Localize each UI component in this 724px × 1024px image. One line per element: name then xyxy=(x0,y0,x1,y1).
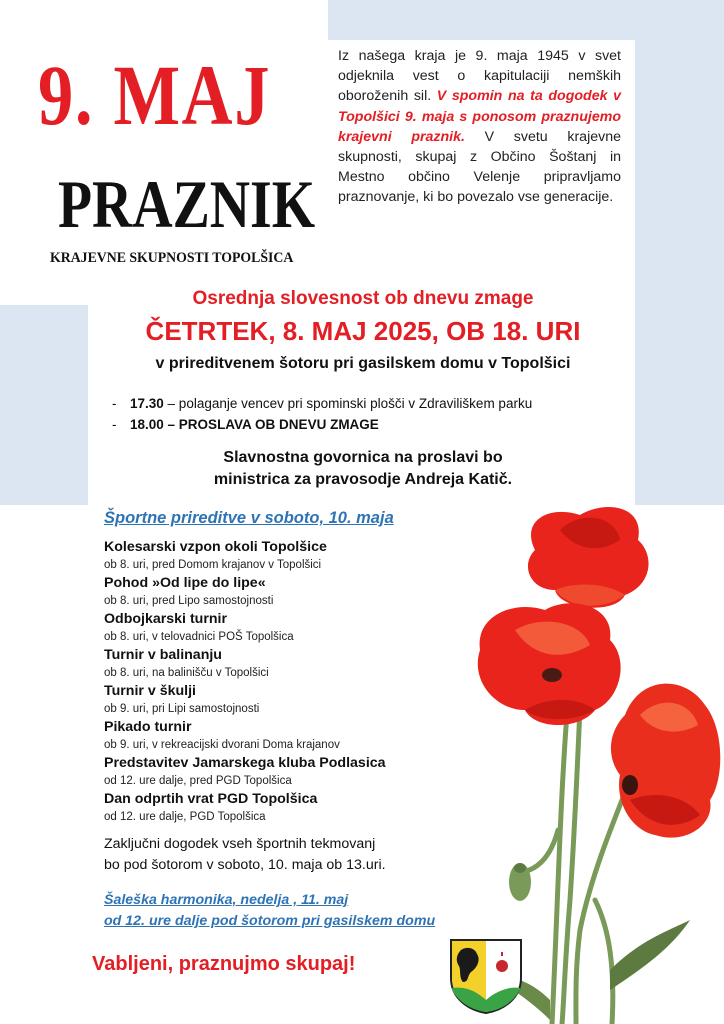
speaker-note xyxy=(92,447,634,491)
event-name: Odbojkarski turnir xyxy=(104,611,227,627)
event-details: od 12. ure dalje, pred PGD Topolšica xyxy=(104,775,292,787)
intro-text xyxy=(338,46,621,208)
schedule-list xyxy=(112,393,532,435)
list-item xyxy=(104,718,424,754)
closing-line-1: Zaključni dogodek vseh športnih tekmovanj xyxy=(104,836,376,852)
main-event-place: v prireditvenem šotoru pri gasilskem domu v Topolšici xyxy=(155,355,571,372)
sport-events-list xyxy=(104,538,424,826)
event-name: Predstavitev Jamarskega kluba Podlasica xyxy=(104,755,386,771)
event-details: od 12. ure dalje, PGD Topolšica xyxy=(104,811,266,823)
event-details: ob 8. uri, na balinišču v Topolšici xyxy=(104,667,269,679)
list-item xyxy=(104,610,424,646)
main-event-title: Osrednja slovesnost ob dnevu zmage xyxy=(192,288,534,309)
closing-event-note xyxy=(104,834,386,876)
list-item xyxy=(104,790,424,826)
event-name: Turnir v škulji xyxy=(104,683,196,699)
harmonika-line-2: od 12. ure dalje pod šotorom pri gasilskem domu xyxy=(104,913,436,929)
schedule-text: – polaganje vencev pri spominski plošči v Zdraviliškem parku xyxy=(163,396,533,411)
topolsica-crest-icon xyxy=(449,938,523,1014)
sport-heading: Športne prireditve v soboto, 10. maja xyxy=(104,509,394,527)
event-name: Pohod »Od lipe do lipe« xyxy=(104,575,266,591)
schedule-time: 17.30 xyxy=(130,396,164,411)
schedule-item: - 17.30 – polaganje vencev pri spominski plošči v Zdraviliškem parku xyxy=(112,396,533,411)
intro-emphasis: V spomin na ta dogodek v Topolšici 9. maja s ponosom praznujemo krajevni praznik. xyxy=(338,88,621,145)
intro-plain-2: V svetu krajevne skupnosti, skupaj z Občino Šoštanj in Mestno občino Velenje pripravljamo praznovanje, ki bo povezalo vse generacije. xyxy=(338,128,621,206)
list-item xyxy=(104,538,424,574)
main-event-date: ČETRTEK, 8. MAJ 2025, OB 18. URI xyxy=(145,316,581,346)
intro-plain-1: Iz našega kraja je 9. maja 1945 v svet odjeknila vest o kapitulaciji nemških oboroženih sil. xyxy=(338,48,621,105)
list-item xyxy=(104,646,424,682)
speaker-line-2: ministrica za pravosodje Andreja Katič. xyxy=(213,471,513,488)
invitation-slogan: Vabljeni, praznujmo skupaj! xyxy=(92,953,356,975)
event-details: ob 9. uri, v rekreacijski dvorani Doma krajanov xyxy=(104,739,340,751)
list-item xyxy=(104,574,424,610)
event-details: ob 9. uri, pri Lipi samostojnosti xyxy=(104,703,260,715)
harmonika-line-1: Šaleška harmonika, nedelja , 11. maj xyxy=(104,892,349,908)
schedule-time: 18.00 xyxy=(130,417,164,432)
title-subtitle: KRAJEVNE SKUPNOSTI TOPOLŠICA xyxy=(50,250,294,266)
list-item xyxy=(104,682,424,718)
event-name: Pikado turnir xyxy=(104,719,192,735)
event-details: ob 8. uri, v telovadnici POŠ Topolšica xyxy=(104,631,294,643)
harmonika-note xyxy=(104,890,435,932)
event-details: ob 8. uri, pred Lipo samostojnosti xyxy=(104,595,274,607)
event-details: ob 8. uri, pred Domom krajanov v Topolšici xyxy=(104,559,322,571)
event-name: Dan odprtih vrat PGD Topolšica xyxy=(104,791,318,807)
title-word: PRAZNIK xyxy=(58,166,316,242)
event-name: Kolesarski vzpon okoli Topolšice xyxy=(104,539,327,555)
closing-line-2: bo pod šotorom v soboto, 10. maja ob 13.uri. xyxy=(104,857,386,873)
schedule-text: – PROSLAVA OB DNEVU ZMAGE xyxy=(163,417,379,432)
list-item xyxy=(104,754,424,790)
schedule-item: - 18.00 – PROSLAVA OB DNEVU ZMAGE xyxy=(112,417,379,432)
speaker-line-1: Slavnostna govornica na proslavi bo xyxy=(223,449,503,466)
title-date: 9. MAJ xyxy=(38,47,272,143)
event-name: Turnir v balinanju xyxy=(104,647,222,663)
